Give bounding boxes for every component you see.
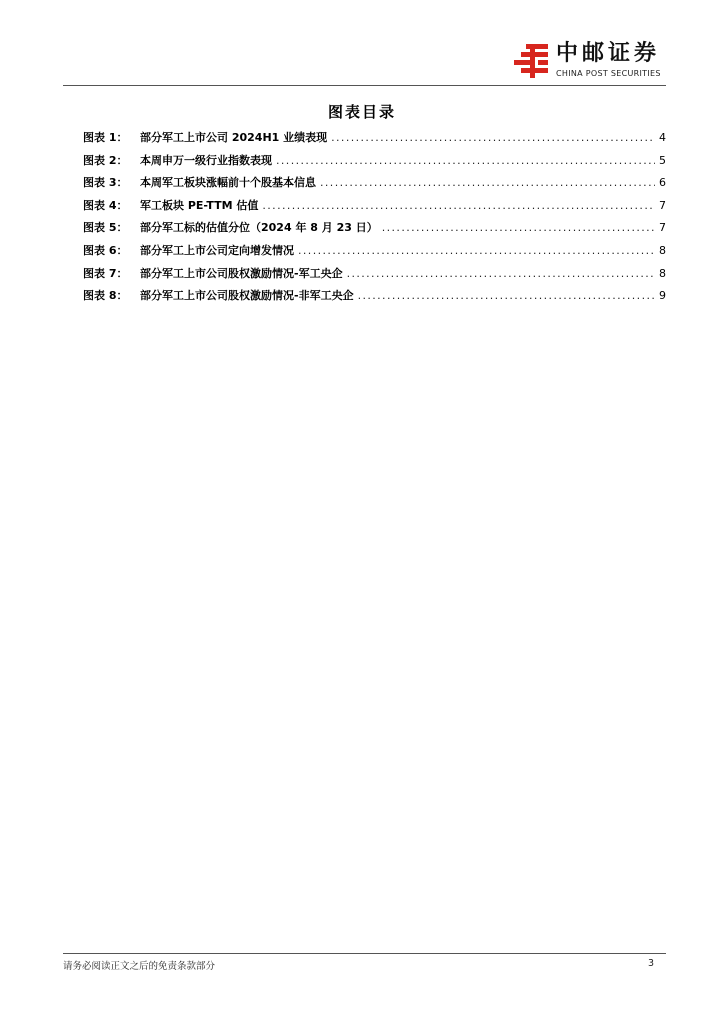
toc-entry[interactable] [83, 219, 666, 242]
toc-entry[interactable] [83, 265, 666, 288]
toc-entry-label: 图表 7： [83, 266, 128, 280]
toc-entry-label: 图表 8： [83, 289, 128, 303]
toc-entry-page[interactable]: 9 [659, 289, 666, 303]
toc-entry[interactable] [83, 174, 666, 197]
toc-entry-page[interactable]: 8 [659, 266, 666, 280]
toc-entry-label: 图表 4： [83, 198, 128, 212]
toc-leader-dots [298, 244, 655, 257]
toc-entry-label: 图表 2： [83, 153, 128, 167]
toc-entry-page[interactable]: 5 [659, 153, 666, 167]
toc-entry-page[interactable]: 8 [659, 243, 666, 257]
toc-leader-dots [331, 131, 655, 144]
toc-leader-dots [358, 289, 655, 302]
toc-entry-page[interactable]: 7 [659, 221, 666, 235]
toc-entry-page[interactable]: 6 [659, 176, 666, 190]
toc-leader-dots [382, 221, 655, 234]
page-number: 3 [648, 958, 655, 969]
brand-logo [512, 42, 661, 80]
toc-entry[interactable] [83, 152, 666, 175]
toc-entry-title[interactable]: 本周申万一级行业指数表现 [140, 153, 272, 167]
toc-entry-title[interactable]: 本周军工板块涨幅前十个股基本信息 [140, 176, 316, 190]
toc-entry[interactable] [83, 287, 666, 310]
toc-entry[interactable] [83, 129, 666, 152]
toc-title: 图表目录 [327, 103, 396, 121]
toc-leader-dots [262, 199, 655, 212]
toc-leader-dots [320, 176, 655, 189]
toc-entry-page[interactable]: 7 [659, 198, 666, 212]
figure-table-of-contents [83, 129, 666, 310]
toc-entry-label: 图表 6： [83, 243, 128, 257]
toc-entry-title[interactable]: 部分军工上市公司股权激励情况-非军工央企 [140, 289, 354, 303]
logo-chinese-name: 中邮证券 [556, 41, 661, 66]
toc-entry-title[interactable]: 部分军工上市公司股权激励情况-军工央企 [140, 266, 343, 280]
toc-leader-dots [276, 154, 655, 167]
disclaimer-note: 请务必阅读正文之后的免责条款部分 [63, 961, 216, 972]
toc-entry[interactable] [83, 242, 666, 265]
toc-leader-dots [347, 267, 655, 280]
toc-entry-label: 图表 1： [83, 131, 128, 144]
toc-entry-title[interactable]: 部分军工上市公司 2024H1 业绩表现 [140, 131, 328, 144]
toc-entry[interactable] [83, 197, 666, 220]
logo-english-name: CHINA POST SECURITIES [556, 69, 661, 78]
toc-entry-title[interactable]: 部分军工上市公司定向增发情况 [140, 243, 294, 257]
toc-entry-title[interactable]: 军工板块 PE-TTM 估值 [140, 198, 259, 212]
china-post-logo-icon [512, 42, 550, 80]
toc-entry-label: 图表 5： [83, 221, 128, 235]
footer-divider [63, 953, 666, 954]
header-divider [63, 85, 666, 86]
toc-entry-title[interactable]: 部分军工标的估值分位（2024 年 8 月 23 日） [140, 221, 378, 235]
toc-entry-page[interactable]: 4 [659, 131, 666, 144]
toc-entry-label: 图表 3： [83, 176, 128, 190]
